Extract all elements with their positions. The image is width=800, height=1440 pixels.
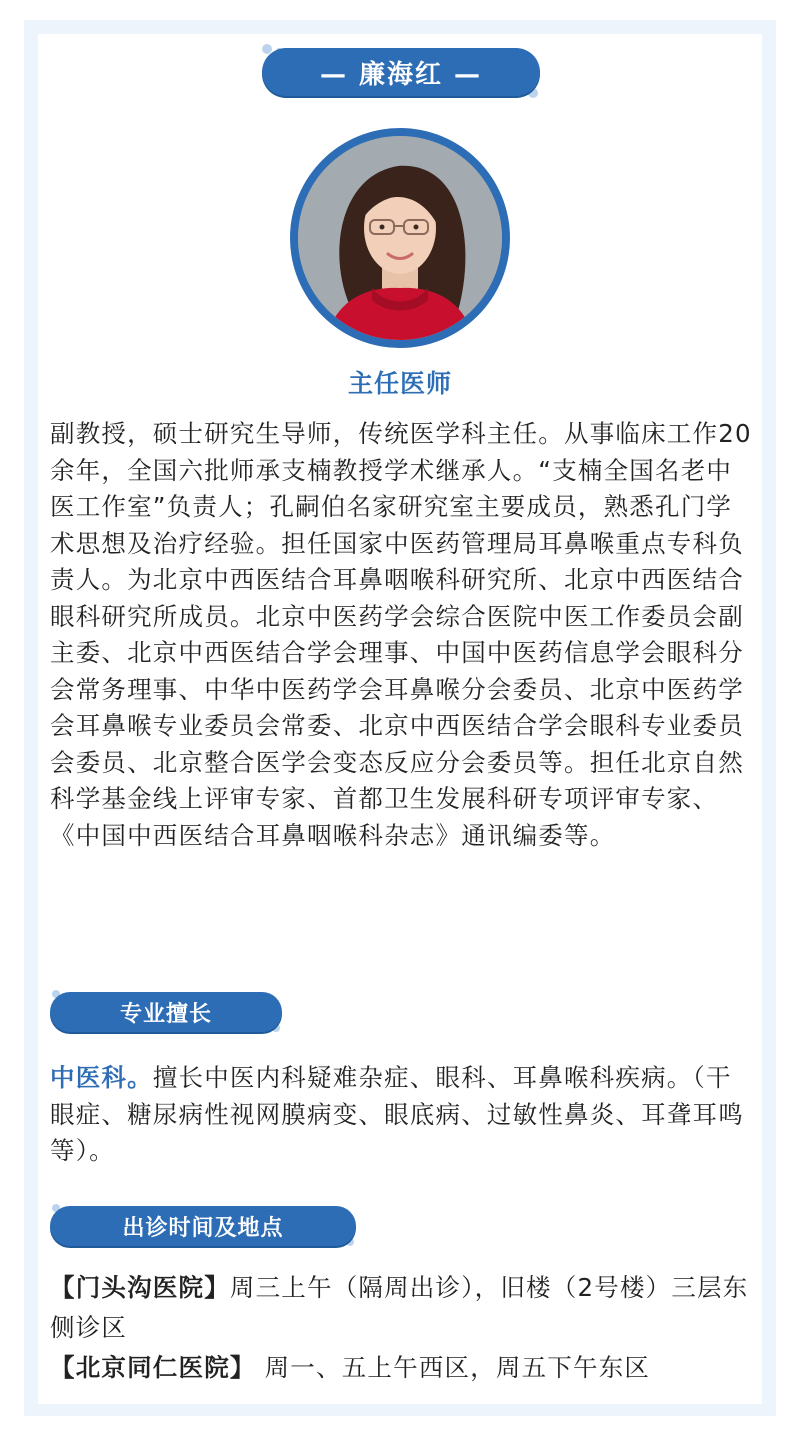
specialty-text: 擅长中医内科疑难杂症、眼科、耳鼻喉科疾病。（干眼症、糖尿病性视网膜病变、眼底病、过敏性鼻炎、耳聋耳鸣等）。 — [50, 1063, 744, 1165]
schedule-detail: 周三上午（隔周出诊），旧楼（2号楼）三层东侧诊区 — [50, 1273, 749, 1342]
specialty-heading: 专业擅长 — [119, 1001, 212, 1027]
schedule-list — [50, 1268, 754, 1388]
schedule-heading-banner — [50, 1206, 356, 1246]
specialty-heading-banner — [50, 992, 282, 1032]
specialty-text-block — [50, 1060, 754, 1170]
doctor-name: — 廉海红 — — [319, 59, 483, 90]
schedule-entry — [50, 1268, 754, 1348]
doctor-title: 主任医师 — [347, 369, 452, 398]
schedule-hospital: 【北京同仁医院】 — [50, 1353, 256, 1382]
schedule-detail: 周一、五上午西区，周五下午东区 — [255, 1353, 651, 1382]
doctor-name-banner — [262, 48, 540, 96]
schedule-heading: 出诊时间及地点 — [122, 1215, 284, 1241]
schedule-hospital: 【门头沟医院】 — [50, 1273, 230, 1302]
schedule-entry — [50, 1348, 754, 1388]
avatar — [290, 128, 510, 348]
doctor-portrait — [298, 136, 502, 340]
doctor-bio: 副教授，硕士研究生导师，传统医学科主任。从事临床工作20余年，全国六批师承支楠教授学术继承人。“支楠全国名老中医工作室”负责人；孔嗣伯名家研究室主要成员，熟悉孔门学术思想及治疗经验。担任国家中医药管理局耳鼻喉重点专科负责人。为北京中西医结合耳鼻咽喉科研究所、北京中西医结合眼科研究所成员。北京中医药学会综合医院中医工作委员会副主委、北京中西医结合学会理事、中国中医药信息学会眼科分会常务理事、中华中医药学会耳鼻喉分会委员、北京中医药学会耳鼻喉专业委员会常委、北京中西医结合学会眼科专业委员会委员、北京整合医学会变态反应分会委员等。担任北京自然科学基金线上评审专家、首都卫生发展科研专项评审专家、《中国中西医结合耳鼻咽喉科杂志》通讯编委等。 — [50, 419, 752, 850]
specialty-highlight: 中医科。 — [50, 1063, 153, 1092]
